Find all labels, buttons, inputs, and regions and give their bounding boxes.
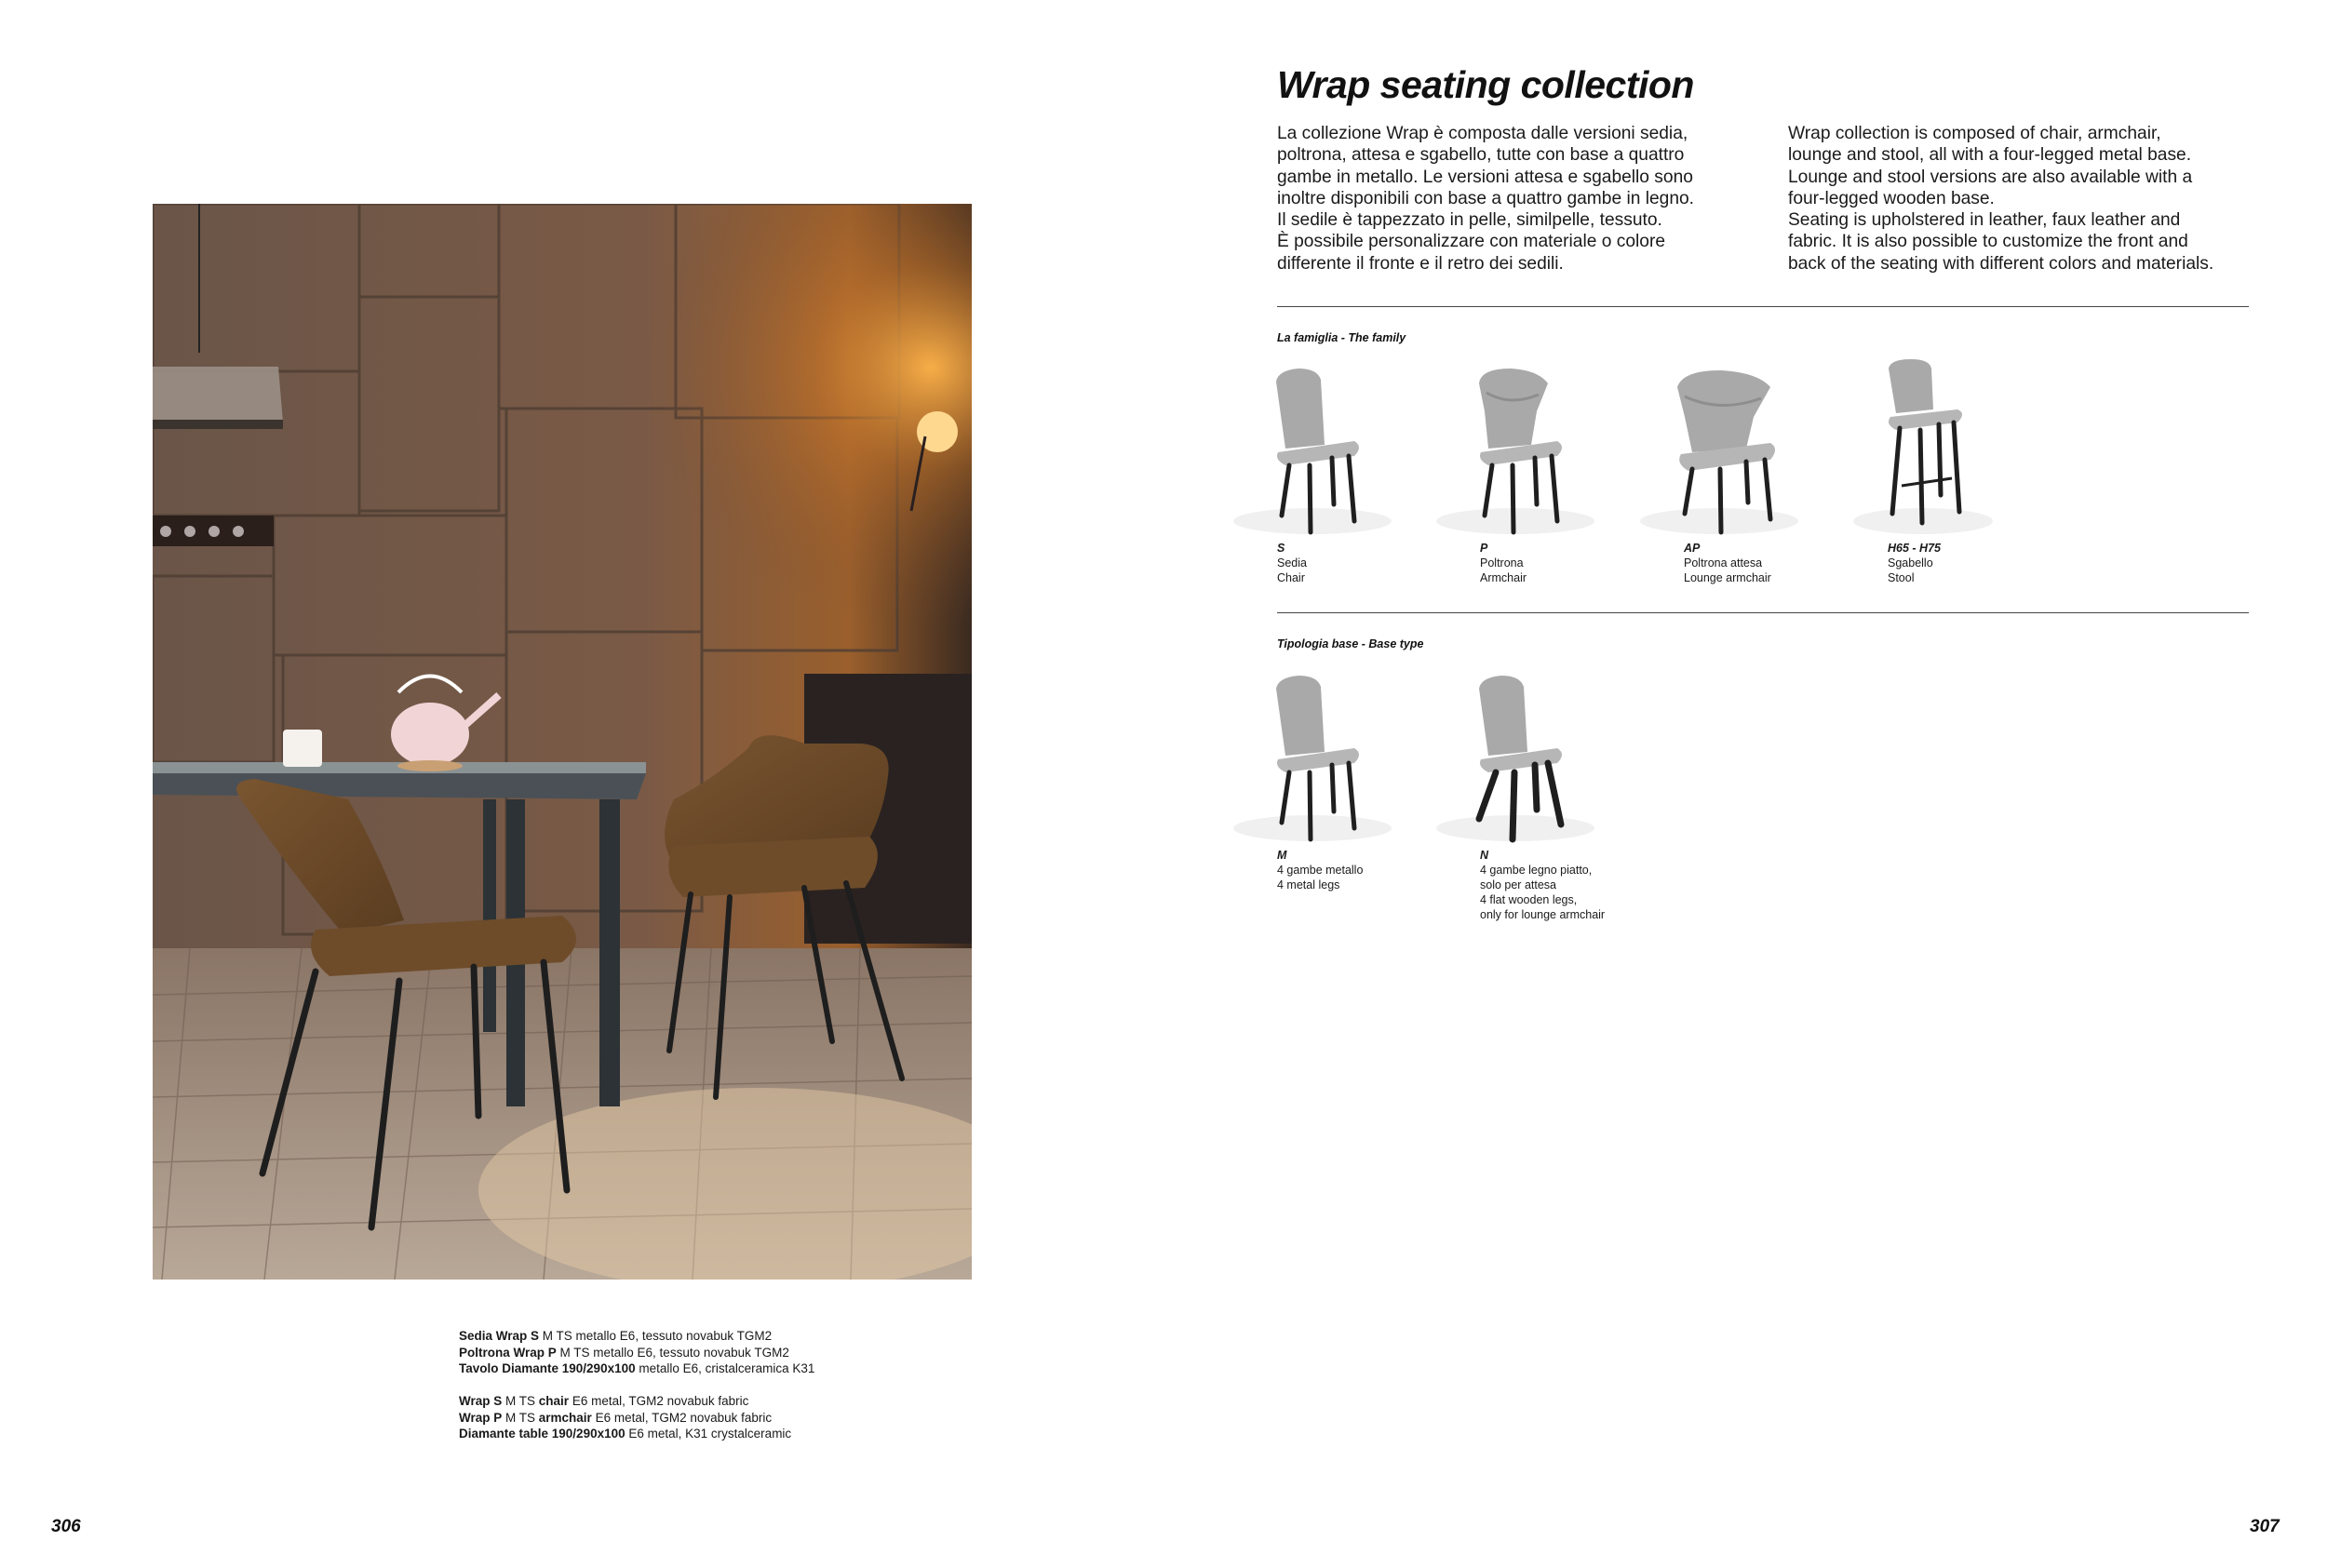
intro-line: Seating is upholstered in leather, faux leather and <box>1788 210 2181 231</box>
base-desc: 4 gambe legno piatto, <box>1480 864 1593 877</box>
base-desc: only for lounge armchair <box>1480 908 1606 921</box>
intro-line: Wrap collection is composed of chair, armchair, <box>1788 124 2161 143</box>
product-stool-h65-h75 <box>1835 355 2021 585</box>
base-type-n <box>1427 663 1613 922</box>
product-code: H65 - H75 <box>1888 542 1941 555</box>
product-name-en: Chair <box>1277 571 1305 584</box>
page-title: Wrap seating collection <box>1277 63 1694 106</box>
intro-line: Lounge and stool versions are also available with a <box>1788 167 2193 187</box>
interior-photo <box>153 204 972 1280</box>
product-name-it: Sgabello <box>1888 556 1933 570</box>
product-name-it: Sedia <box>1277 556 1307 570</box>
intro-english <box>1788 123 2213 275</box>
caption-line: Sedia Wrap S M TS metallo E6, tessuto novabuk TGM2 <box>459 1329 773 1343</box>
product-code: AP <box>1684 542 1701 555</box>
wooden-legs-chair-icon <box>1427 663 1604 849</box>
product-code: P <box>1480 542 1488 555</box>
product-name-it: Poltrona <box>1480 556 1524 570</box>
product-armchair-p <box>1427 355 1613 585</box>
intro-line: four-legged wooden base. <box>1788 188 1995 208</box>
intro-line: lounge and stool, all with a four-legged metal base. <box>1788 145 2192 166</box>
intro-line: Il sedile è tappezzato in pelle, similpelle, tessuto. <box>1277 210 1662 231</box>
page-number-left: 306 <box>51 1517 81 1536</box>
lounge-armchair-icon <box>1631 355 1808 542</box>
product-lounge-armchair-ap <box>1631 355 1817 585</box>
product-name-it: Poltrona attesa <box>1684 556 1763 570</box>
page-number-right: 307 <box>2250 1517 2280 1536</box>
base-desc: 4 flat wooden legs, <box>1480 893 1578 906</box>
intro-line: È possibile personalizzare con materiale o colore <box>1277 232 1666 252</box>
product-name-en: Armchair <box>1480 571 1527 584</box>
stool-icon <box>1835 355 2011 542</box>
base-desc: 4 metal legs <box>1277 878 1340 891</box>
intro-line: differente il fronte e il retro dei sedili. <box>1277 253 1564 274</box>
intro-line: inoltre disponibili con base a quattro gambe in legno. <box>1277 188 1695 208</box>
base-code: N <box>1480 849 1489 862</box>
caption-line: Tavolo Diamante 190/290x100 metallo E6, cristalceramica K31 <box>459 1361 815 1375</box>
armchair-icon <box>1427 355 1604 542</box>
base-section-label: Tipologia base - Base type <box>1277 637 1424 650</box>
caption-line: Poltrona Wrap P M TS metallo E6, tessuto novabuk TGM2 <box>459 1345 789 1360</box>
divider <box>1277 306 2249 307</box>
caption-line: Wrap S M TS chair E6 metal, TGM2 novabuk fabric <box>459 1394 749 1408</box>
intro-line: back of the seating with different colors and materials. <box>1788 253 2214 274</box>
product-code: S <box>1277 542 1285 555</box>
base-type-m <box>1224 663 1410 892</box>
divider <box>1277 612 2249 613</box>
caption-line: Wrap P M TS armchair E6 metal, TGM2 novabuk fabric <box>459 1410 773 1425</box>
chair-icon <box>1224 355 1401 542</box>
intro-line: gambe in metallo. Le versioni attesa e sgabello sono <box>1277 167 1693 187</box>
caption-line: Diamante table 190/290x100 E6 metal, K31 crystalceramic <box>459 1427 792 1441</box>
family-section-label: La famiglia - The family <box>1277 331 1406 344</box>
base-desc: 4 gambe metallo <box>1277 864 1364 877</box>
product-name-en: Lounge armchair <box>1684 571 1771 584</box>
dining-scene-illustration <box>153 204 972 1280</box>
caption-italian <box>459 1328 980 1377</box>
intro-line: La collezione Wrap è composta dalle versioni sedia, <box>1277 124 1688 143</box>
product-chair-s <box>1224 355 1410 585</box>
intro-line: poltrona, attesa e sgabello, tutte con base a quattro <box>1277 145 1685 166</box>
base-desc: solo per attesa <box>1480 878 1556 891</box>
product-name-en: Stool <box>1888 571 1915 584</box>
intro-italian <box>1277 123 1694 275</box>
intro-line: fabric. It is also possible to customize the front and <box>1788 232 2188 252</box>
caption-english <box>459 1393 980 1442</box>
base-code: M <box>1277 849 1287 862</box>
metal-legs-chair-icon <box>1224 663 1401 849</box>
